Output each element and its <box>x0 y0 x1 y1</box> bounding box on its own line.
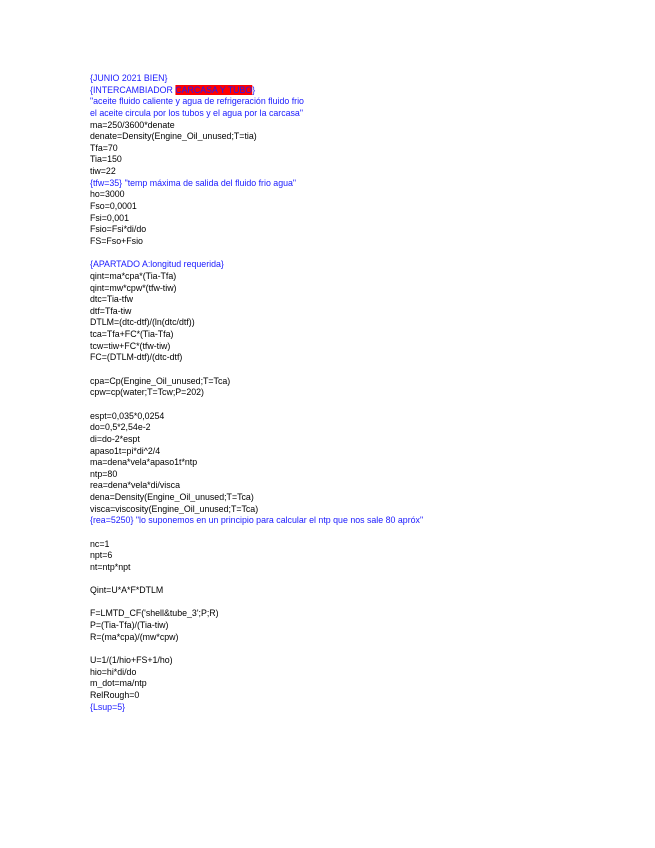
code-line <box>90 620 608 632</box>
line-text: F=LMTD_CF('shell&tube_3';P;R) <box>90 608 219 619</box>
code-line <box>90 550 608 562</box>
line-text: ho=3000 <box>90 189 125 200</box>
comment-line <box>90 96 608 108</box>
line-text-after: } <box>252 84 256 95</box>
code-line <box>90 562 608 574</box>
code-line <box>90 201 608 213</box>
code-line <box>90 411 608 423</box>
code-line <box>90 608 608 620</box>
code-line <box>90 387 608 399</box>
code-line <box>90 317 608 329</box>
code-line <box>90 189 608 201</box>
code-line <box>90 236 608 248</box>
comment-line <box>90 702 608 714</box>
line-text: qint=mw*cpw*(tfw-tiw) <box>90 282 177 293</box>
code-line <box>90 667 608 679</box>
code-line <box>90 457 608 469</box>
code-line <box>90 480 608 492</box>
code-line <box>90 329 608 341</box>
line-text: Fso=0,0001 <box>90 201 137 212</box>
code-line <box>90 492 608 504</box>
code-line <box>90 271 608 283</box>
line-text: ma=250/3600*denate <box>90 119 175 130</box>
line-text: {Lsup=5} <box>90 701 126 712</box>
code-line <box>90 632 608 644</box>
comment-line <box>90 178 608 190</box>
line-text: {rea=5250} "lo suponemos en un principio para calcular el ntp que nos sale 80 apróx" <box>90 515 424 526</box>
code-line <box>90 690 608 702</box>
line-text: Fsio=Fsi*di/do <box>90 224 147 235</box>
line-text: npt=6 <box>90 550 113 561</box>
line-text: Tfa=70 <box>90 142 118 153</box>
comment-line <box>90 515 608 527</box>
blank-line <box>90 248 608 260</box>
code-line <box>90 224 608 236</box>
line-text: nt=ntp*npt <box>90 561 131 572</box>
blank-line <box>90 643 608 655</box>
code-line <box>90 655 608 667</box>
line-text: dena=Density(Engine_Oil_unused;T=Tca) <box>90 492 254 503</box>
line-text: di=do-2*espt <box>90 433 140 444</box>
line-text: tcw=tiw+FC*(tfw-tiw) <box>90 340 171 351</box>
code-line <box>90 213 608 225</box>
comment-line <box>90 85 608 97</box>
code-line <box>90 352 608 364</box>
blank-line <box>90 527 608 539</box>
line-text: espt=0,035*0,0254 <box>90 410 165 421</box>
comment-line <box>90 108 608 120</box>
line-text: cpw=cp(water;T=Tcw;P=202) <box>90 387 204 398</box>
code-line <box>90 341 608 353</box>
code-line <box>90 422 608 434</box>
blank-line <box>90 399 608 411</box>
line-text: {tfw=35} "temp máxima de salida del fluido frio agua" <box>90 177 297 188</box>
line-text: "aceite fluido caliente y agua de refrigeración fluido frio <box>90 96 304 107</box>
line-text: hio=hi*di/do <box>90 666 137 677</box>
line-text: nc=1 <box>90 538 110 549</box>
line-text: R=(ma*cpa)/(mw*cpw) <box>90 631 179 642</box>
line-text: P=(Tia-Tfa)/(Tia-tiw) <box>90 620 169 631</box>
line-text: DTLM=(dtc-dtf)/(ln(dtc/dtf)) <box>90 317 195 328</box>
line-text: ntp=80 <box>90 468 118 479</box>
code-line <box>90 504 608 516</box>
line-text: rea=dena*vela*di/visca <box>90 480 180 491</box>
line-text: visca=viscosity(Engine_Oil_unused;T=Tca) <box>90 503 259 514</box>
line-text: U=1/(1/hio+FS+1/ho) <box>90 655 173 666</box>
line-text: cpa=Cp(Engine_Oil_unused;T=Tca) <box>90 375 231 386</box>
blank-line <box>90 364 608 376</box>
code-line <box>90 131 608 143</box>
equations-document <box>90 73 630 713</box>
code-line <box>90 678 608 690</box>
code-line <box>90 154 608 166</box>
code-line <box>90 585 608 597</box>
comment-line <box>90 73 608 85</box>
blank-line <box>90 574 608 586</box>
code-line <box>90 376 608 388</box>
line-text: tca=Tfa+FC*(Tia-Tfa) <box>90 329 174 340</box>
blank-line <box>90 597 608 609</box>
line-text: RelRough=0 <box>90 689 140 700</box>
code-line <box>90 143 608 155</box>
comment-line <box>90 259 608 271</box>
line-text: apaso1t=pi*di^2/4 <box>90 445 161 456</box>
line-text: {INTERCAMBIADOR <box>90 84 176 95</box>
code-line <box>90 469 608 481</box>
code-line <box>90 166 608 178</box>
code-line <box>90 306 608 318</box>
line-text: denate=Density(Engine_Oil_unused;T=tia) <box>90 131 257 142</box>
code-line <box>90 294 608 306</box>
line-text: tiw=22 <box>90 166 116 177</box>
line-text: FC=(DTLM-dtf)/(dtc-dtf) <box>90 352 183 363</box>
line-text: {APARTADO A:longitud requerida} <box>90 259 224 270</box>
line-text: Qint=U*A*F*DTLM <box>90 585 164 596</box>
code-line <box>90 446 608 458</box>
code-line <box>90 120 608 132</box>
line-text: FS=Fso+Fsio <box>90 235 143 246</box>
code-line <box>90 539 608 551</box>
line-text: el aceite circula por los tubos y el agua por la carcasa" <box>90 107 303 118</box>
line-text: do=0,5*2,54e-2 <box>90 422 151 433</box>
line-text: Tia=150 <box>90 154 122 165</box>
line-text: Fsi=0,001 <box>90 212 129 223</box>
line-text: qint=ma*cpa*(Tia-Tfa) <box>90 270 177 281</box>
line-text: dtc=Tia-tfw <box>90 294 134 305</box>
line-text: m_dot=ma/ntp <box>90 678 147 689</box>
code-line <box>90 283 608 295</box>
line-text: {JUNIO 2021 BIEN} <box>90 73 168 83</box>
line-text: ma=dena*vela*apaso1t*ntp <box>90 457 198 468</box>
highlighted-text: CARCASA Y TUBO <box>175 84 253 95</box>
code-line <box>90 434 608 446</box>
line-text: dtf=Tfa-tiw <box>90 305 132 316</box>
